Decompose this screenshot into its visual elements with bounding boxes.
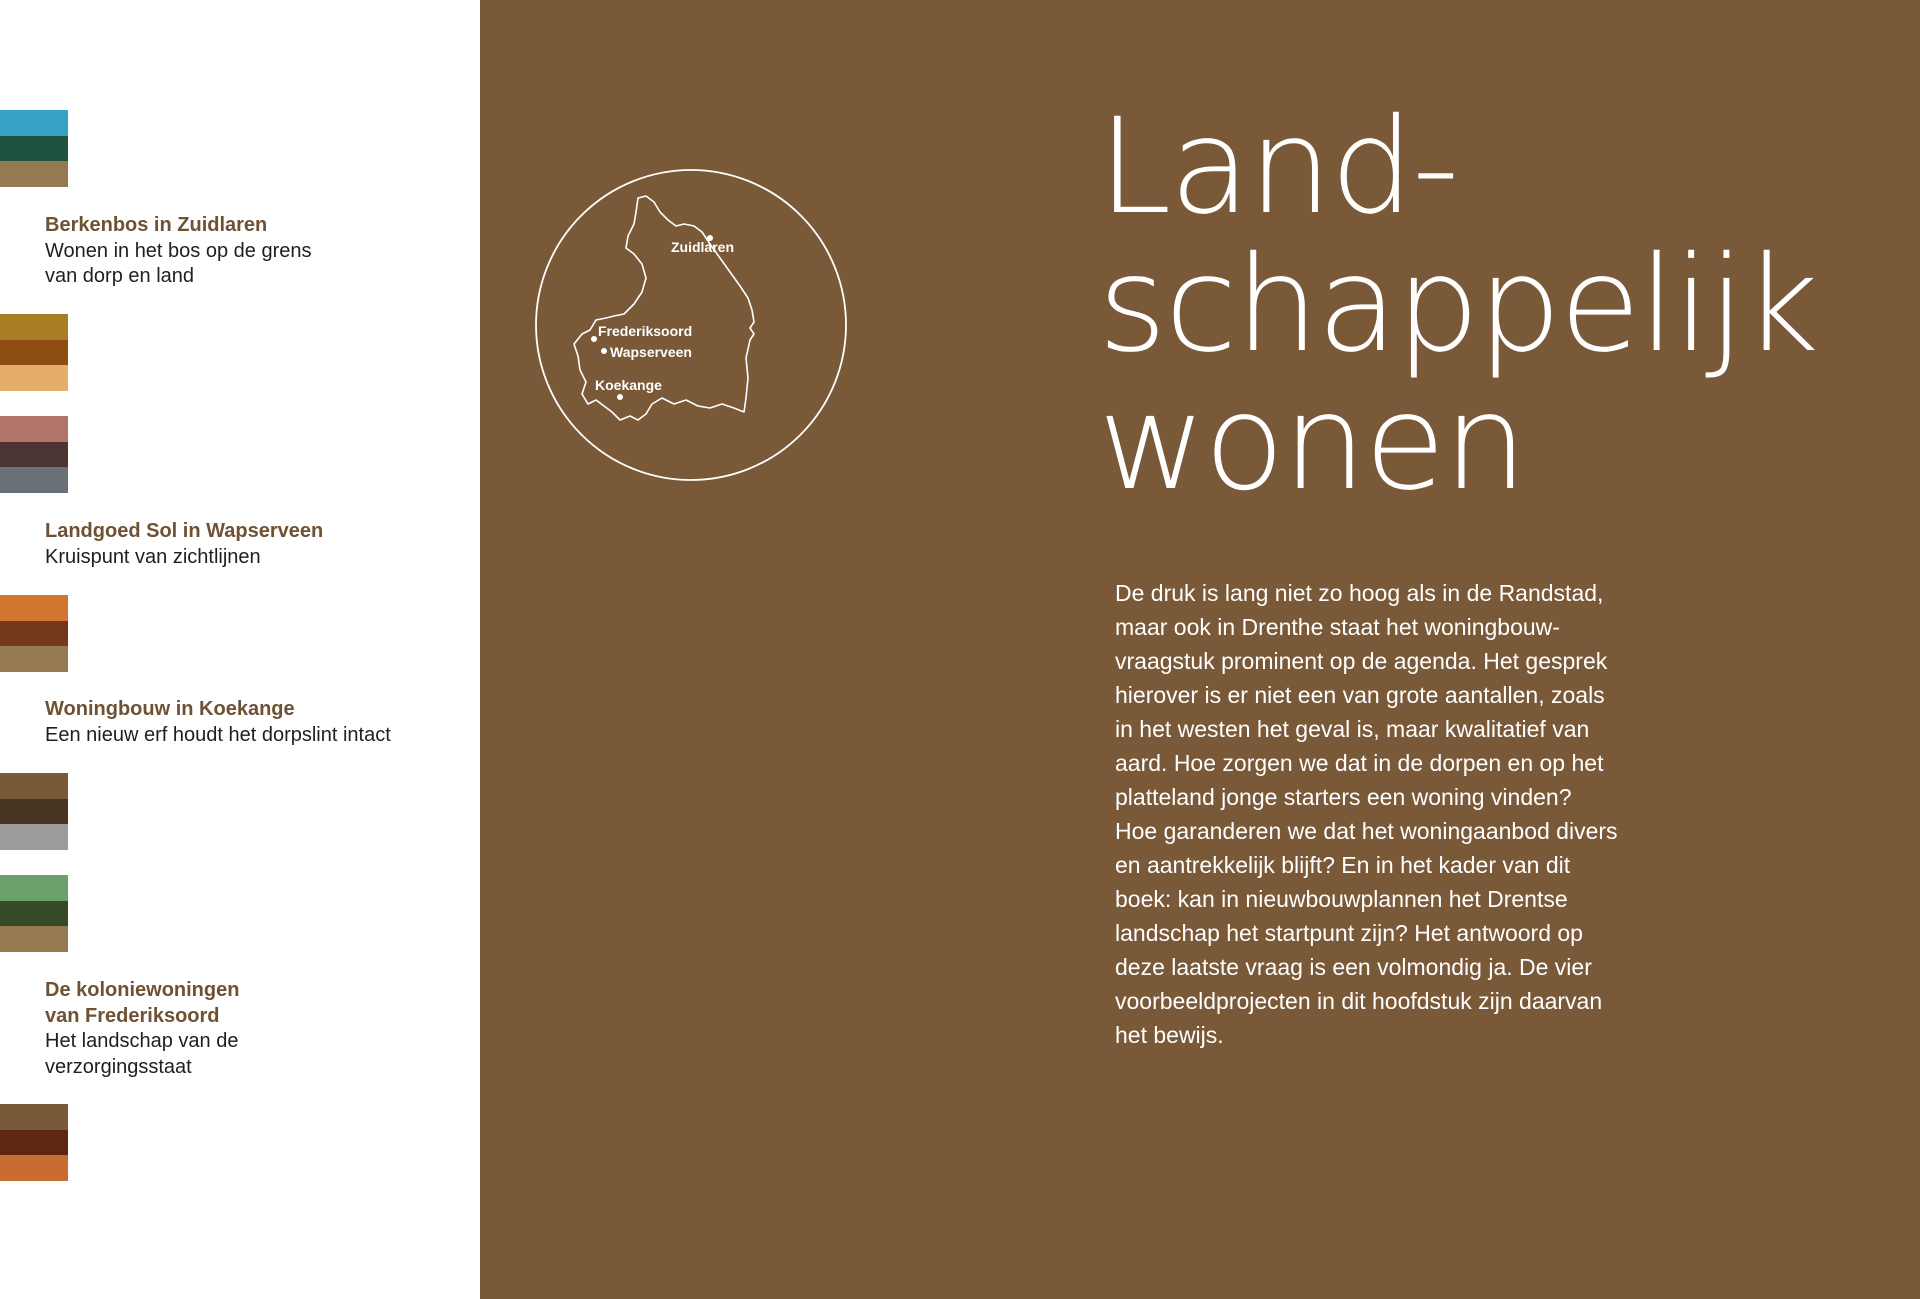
swatch-band — [0, 926, 68, 952]
paragraph-line: deze laatste vraag is een volmondig ja. De vier — [1115, 954, 1592, 980]
swatch-band — [0, 1155, 68, 1181]
entry-subtitle: Het landschap van de — [45, 1030, 239, 1052]
swatch-band — [0, 646, 68, 672]
swatch-band — [0, 340, 68, 366]
paragraph-line: boek: kan in nieuwbouwplannen het Drentse — [1115, 886, 1568, 912]
swatch-band — [0, 621, 68, 647]
entry-title: Berkenbos in Zuidlaren — [45, 214, 268, 236]
swatch-band — [0, 442, 68, 468]
paragraph-line: en aantrekkelijk blijft? En in het kader van dit — [1115, 852, 1571, 878]
swatch-band — [0, 136, 68, 162]
entry-landgoed-sol — [45, 519, 465, 570]
swatch-band — [0, 901, 68, 927]
paragraph-line: het bewijs. — [1115, 1022, 1224, 1048]
entry-subtitle: van dorp en land — [45, 265, 195, 287]
map-label-koekange: Koekange — [595, 377, 662, 393]
color-swatch-6 — [0, 875, 68, 952]
page-heading — [1098, 90, 1878, 520]
swatch-band — [0, 799, 68, 825]
paragraph-line: landschap het startpunt zijn? Het antwoord op — [1115, 920, 1583, 946]
left-panel — [0, 0, 480, 1299]
heading-line: schappelijk — [1098, 228, 1818, 382]
swatch-band — [0, 773, 68, 799]
heading-line: wonen — [1098, 366, 1526, 520]
heading-line: Land- — [1098, 90, 1458, 244]
swatch-band — [0, 1104, 68, 1130]
color-swatch-3 — [0, 416, 68, 493]
color-swatch-4 — [0, 595, 68, 672]
intro-paragraph — [1115, 576, 1655, 1052]
paragraph-line: hierover is er niet een van grote aantallen, zoals — [1115, 682, 1605, 708]
entry-koekange — [45, 697, 465, 748]
entry-subtitle: Wonen in het bos op de grens — [45, 239, 312, 262]
entry-title: Landgoed Sol in Wapserveen — [45, 520, 324, 542]
entry-title: Woningbouw in Koekange — [45, 698, 295, 720]
swatch-band — [0, 314, 68, 340]
map-label-frederiksoord: Frederiksoord — [598, 323, 693, 339]
swatch-band — [0, 824, 68, 850]
swatch-band — [0, 416, 68, 442]
entry-subtitle: Een nieuw erf houdt het dorpslint intact — [45, 723, 391, 746]
map-label-zuidlaren: Zuidlaren — [671, 239, 735, 255]
swatch-band — [0, 595, 68, 621]
entry-berkenbos — [45, 213, 465, 290]
paragraph-line: Hoe garanderen we dat het woningaanbod divers — [1115, 818, 1618, 844]
swatch-band — [0, 875, 68, 901]
swatch-band — [0, 161, 68, 187]
paragraph-line: De druk is lang niet zo hoog als in de Randstad, — [1115, 580, 1604, 606]
color-swatch-1 — [0, 110, 68, 187]
entry-subtitle: verzorgingsstaat — [45, 1055, 192, 1078]
color-swatch-2 — [0, 314, 68, 391]
entry-title: De koloniewoningen — [45, 979, 240, 1001]
swatch-band — [0, 467, 68, 493]
entry-frederiksoord — [45, 978, 465, 1080]
swatch-band — [0, 365, 68, 391]
entry-title: van Frederiksoord — [45, 1004, 220, 1027]
map-dot-frederiksoord — [591, 336, 597, 342]
map-dot-wapserveen — [601, 348, 607, 354]
paragraph-line: voorbeeldprojecten in dit hoofdstuk zijn daarvan — [1115, 988, 1603, 1014]
color-swatch-7 — [0, 1104, 68, 1181]
map-dot-koekange — [617, 394, 623, 400]
swatch-band — [0, 1130, 68, 1156]
paragraph-line: vraagstuk prominent op de agenda. Het gesprek — [1115, 648, 1608, 674]
entry-subtitle: Kruispunt van zichtlijnen — [45, 545, 261, 568]
color-swatch-5 — [0, 773, 68, 850]
paragraph-line: platteland jonge starters een woning vinden? — [1115, 784, 1572, 810]
map-label-wapserveen: Wapserveen — [610, 344, 692, 360]
paragraph-line: maar ook in Drenthe staat het woningbouw- — [1115, 614, 1560, 640]
swatch-band — [0, 110, 68, 136]
drenthe-map — [534, 168, 848, 482]
paragraph-line: in het westen het geval is, maar kwalitatief van — [1115, 716, 1590, 742]
paragraph-line: aard. Hoe zorgen we dat in de dorpen en op het — [1115, 750, 1604, 776]
